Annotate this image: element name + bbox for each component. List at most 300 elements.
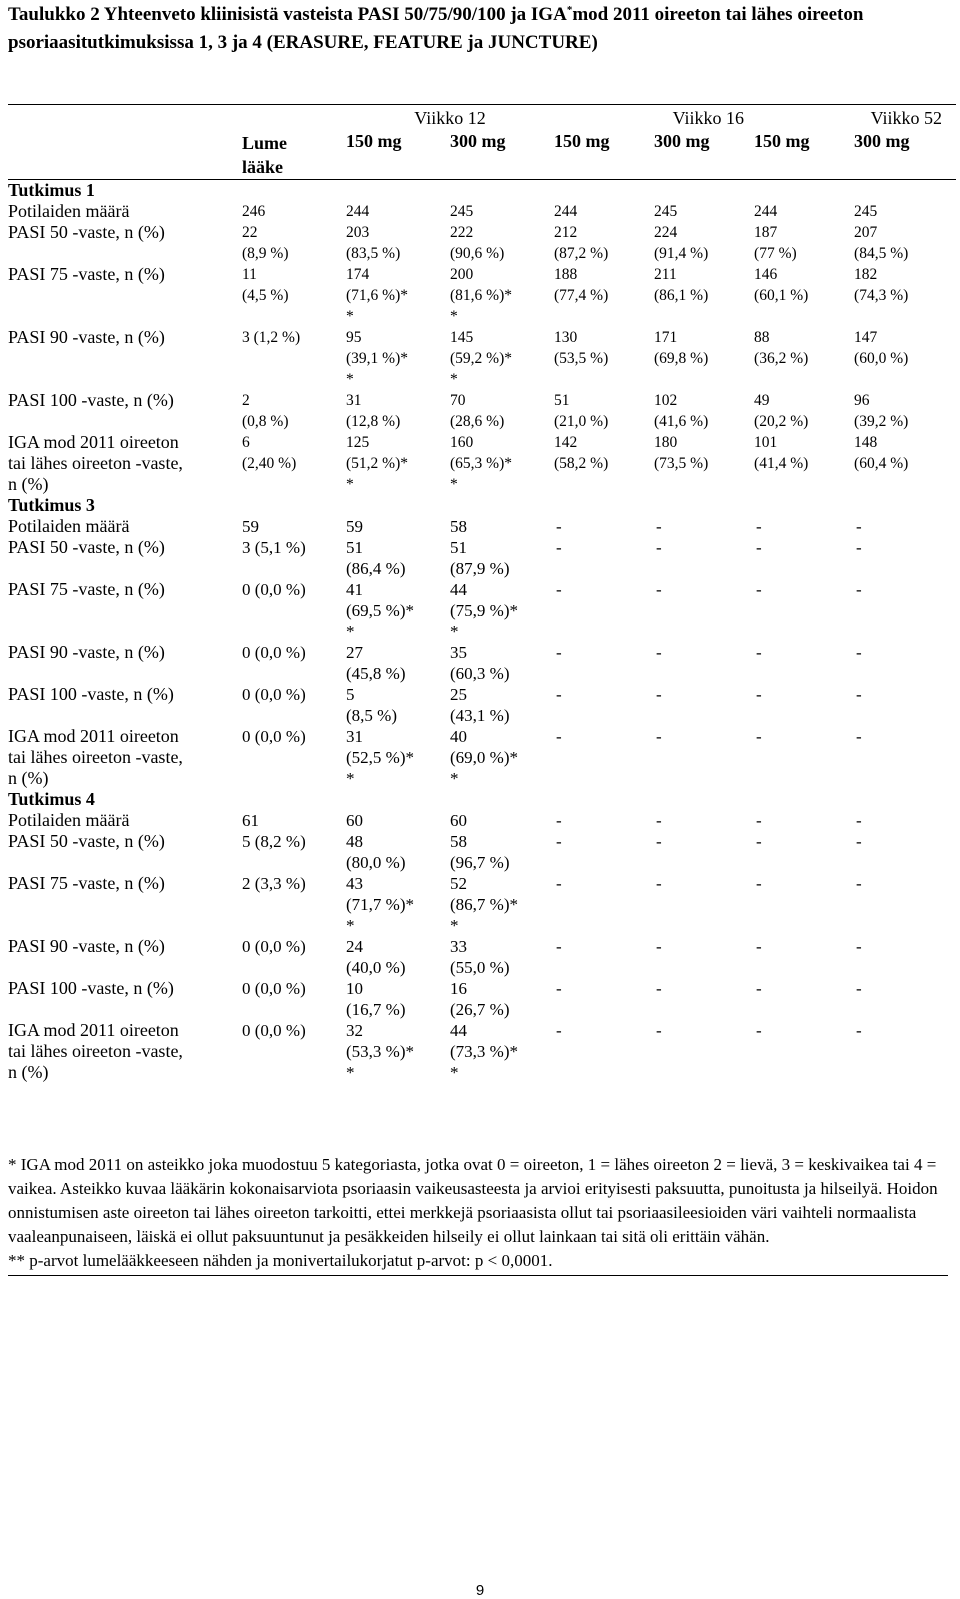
value-cell	[346, 222, 450, 264]
value-line: (69,8 %)	[654, 350, 709, 367]
row-label-line: IGA mod 2011 oireeton	[8, 432, 179, 452]
value-line: -	[656, 832, 662, 851]
value-line: 207	[854, 224, 878, 241]
value-line: -	[856, 538, 862, 557]
value-cell	[450, 978, 554, 1020]
dose-header: 150 mg	[754, 131, 854, 180]
value-line: (39,1 %)*	[346, 350, 408, 367]
value-line: (65,3 %)*	[450, 455, 512, 472]
value-line: (0,8 %)	[242, 413, 289, 430]
value-line: (90,6 %)	[450, 245, 505, 262]
value-line: (12,8 %)	[346, 413, 401, 430]
value-cell	[242, 390, 346, 432]
table-row	[8, 810, 956, 831]
value-line: 33	[450, 937, 467, 956]
value-line: *	[450, 916, 459, 935]
table-body	[8, 180, 956, 1084]
value-cell	[854, 831, 956, 873]
value-line: 60	[450, 811, 467, 830]
value-line: 49	[754, 392, 770, 409]
study-heading: Tutkimus 1	[8, 180, 95, 200]
value-line: (81,6 %)*	[450, 287, 512, 304]
value-cell	[450, 831, 554, 873]
value-line: 174	[346, 266, 370, 283]
row-label	[8, 642, 242, 684]
value-line: (8,5 %)	[346, 706, 397, 725]
table-row	[8, 537, 956, 579]
value-line: *	[346, 308, 354, 325]
value-cell	[450, 684, 554, 726]
value-cell	[654, 1020, 754, 1083]
value-line: (86,7 %)*	[450, 895, 518, 914]
row-label-line: PASI 75 -vaste, n (%)	[8, 264, 165, 284]
value-line: 224	[654, 224, 678, 241]
dose-header: 150 mg	[346, 131, 450, 180]
value-line: 31	[346, 727, 363, 746]
row-label-line: n (%)	[8, 1062, 49, 1082]
value-line: (40,0 %)	[346, 958, 406, 977]
value-line: -	[656, 643, 662, 662]
value-cell	[554, 537, 654, 579]
value-line: -	[556, 517, 562, 536]
value-cell	[346, 810, 450, 831]
value-line: 51	[450, 538, 467, 557]
value-line: *	[450, 476, 458, 493]
row-label	[8, 390, 242, 432]
value-cell	[554, 978, 654, 1020]
week16-header: Viikko 16	[554, 105, 754, 132]
value-line: 0 (0,0 %)	[242, 1021, 306, 1040]
table-row	[8, 726, 956, 789]
value-line: -	[756, 538, 762, 557]
row-label-line: PASI 75 -vaste, n (%)	[8, 873, 165, 893]
value-line: -	[856, 643, 862, 662]
row-label	[8, 1020, 242, 1083]
row-label	[8, 537, 242, 579]
value-line: 2 (3,3 %)	[242, 874, 306, 893]
value-line: -	[656, 937, 662, 956]
row-label-line: Potilaiden määrä	[8, 201, 130, 221]
value-cell	[854, 936, 956, 978]
value-line: -	[756, 727, 762, 746]
value-line: (2,40 %)	[242, 455, 297, 472]
value-cell	[554, 810, 654, 831]
value-line: 148	[854, 434, 878, 451]
value-cell	[450, 810, 554, 831]
value-cell	[242, 222, 346, 264]
table-row	[8, 936, 956, 978]
value-line: (36,2 %)	[754, 350, 809, 367]
header-row-weeks	[8, 105, 956, 132]
value-cell	[346, 432, 450, 495]
row-label	[8, 978, 242, 1020]
value-line: 3 (1,2 %)	[242, 329, 301, 346]
row-label-line: PASI 100 -vaste, n (%)	[8, 684, 174, 704]
table-title: Taulukko 2 Yhteenveto kliinisistä vasteista PASI 50/75/90/100 ja IGA*mod 2011 oireeton tai lähes oireeton psoriaasitutkimuksissa 1, 3 ja 4 (ERASURE, FEATURE ja JUNCTURE)	[8, 4, 864, 53]
row-label-line: IGA mod 2011 oireeton	[8, 1020, 179, 1040]
title-superscript: *	[566, 4, 573, 16]
value-line: -	[756, 811, 762, 830]
row-label	[8, 327, 242, 390]
value-cell	[450, 1020, 554, 1083]
table-row	[8, 201, 956, 222]
results-table	[8, 104, 956, 1083]
dose-header: 300 mg	[450, 131, 554, 180]
value-line: 203	[346, 224, 370, 241]
value-cell	[346, 936, 450, 978]
table-row	[8, 1020, 956, 1083]
footnotes	[8, 1153, 948, 1276]
row-label	[8, 516, 242, 537]
row-label	[8, 831, 242, 873]
value-cell	[450, 327, 554, 390]
week52-header: Viikko 52	[754, 105, 956, 132]
row-label-line: PASI 75 -vaste, n (%)	[8, 579, 165, 599]
table-row	[8, 831, 956, 873]
value-cell	[242, 873, 346, 936]
value-line: (52,5 %)*	[346, 748, 414, 767]
value-line: 10	[346, 979, 363, 998]
value-line: 171	[654, 329, 678, 346]
table-row	[8, 684, 956, 726]
value-line: -	[756, 937, 762, 956]
value-line: *	[450, 622, 459, 641]
value-line: *	[346, 371, 354, 388]
value-line: (43,1 %)	[450, 706, 510, 725]
row-label-line: PASI 90 -vaste, n (%)	[8, 327, 165, 347]
value-line: 96	[854, 392, 870, 409]
row-label-line: tai lähes oireeton -vaste,	[8, 747, 183, 767]
value-line: 22	[242, 224, 258, 241]
value-cell	[554, 726, 654, 789]
row-label	[8, 726, 242, 789]
value-line: 52	[450, 874, 467, 893]
value-cell	[554, 390, 654, 432]
value-cell	[854, 327, 956, 390]
value-cell	[854, 726, 956, 789]
value-line: -	[856, 517, 862, 536]
value-cell	[654, 390, 754, 432]
value-line: 244	[754, 203, 778, 220]
value-line: -	[556, 874, 562, 893]
value-cell	[554, 516, 654, 537]
value-cell	[242, 264, 346, 327]
value-cell	[754, 831, 854, 873]
value-line: -	[556, 643, 562, 662]
value-line: 35	[450, 643, 467, 662]
value-cell	[554, 936, 654, 978]
value-cell	[346, 264, 450, 327]
placebo-header: Lume lääke	[242, 131, 346, 180]
value-line: 40	[450, 727, 467, 746]
value-cell	[654, 516, 754, 537]
value-line: 88	[754, 329, 770, 346]
value-line: 31	[346, 392, 362, 409]
value-line: 6	[242, 434, 250, 451]
value-cell	[754, 873, 854, 936]
value-line: *	[450, 769, 459, 788]
value-cell	[450, 222, 554, 264]
value-cell	[754, 537, 854, 579]
value-line: -	[756, 979, 762, 998]
value-line: *	[346, 916, 355, 935]
week12-header: Viikko 12	[346, 105, 554, 132]
value-cell	[346, 978, 450, 1020]
dose-header: 300 mg	[854, 131, 956, 180]
value-cell	[242, 810, 346, 831]
value-cell	[854, 873, 956, 936]
value-line: 32	[346, 1021, 363, 1040]
value-cell	[654, 327, 754, 390]
value-line: 58	[450, 832, 467, 851]
row-label-line: PASI 100 -vaste, n (%)	[8, 390, 174, 410]
value-line: *	[346, 622, 355, 641]
value-cell	[450, 579, 554, 642]
table-row	[8, 873, 956, 936]
value-cell	[346, 201, 450, 222]
value-line: 244	[554, 203, 578, 220]
value-line: (91,4 %)	[654, 245, 709, 262]
value-line: 58	[450, 517, 467, 536]
table-row	[8, 390, 956, 432]
value-cell	[654, 222, 754, 264]
value-line: (8,9 %)	[242, 245, 289, 262]
value-line: (28,6 %)	[450, 413, 505, 430]
value-cell	[754, 810, 854, 831]
value-line: -	[656, 517, 662, 536]
value-line: (20,2 %)	[754, 413, 809, 430]
value-line: 0 (0,0 %)	[242, 727, 306, 746]
value-cell	[346, 726, 450, 789]
value-cell	[450, 201, 554, 222]
value-line: (77,4 %)	[554, 287, 609, 304]
value-line: (86,4 %)	[346, 559, 406, 578]
value-line: *	[450, 371, 458, 388]
value-line: (58,2 %)	[554, 455, 609, 472]
value-cell	[242, 201, 346, 222]
value-cell	[242, 978, 346, 1020]
value-line: (71,7 %)*	[346, 895, 414, 914]
value-cell	[346, 390, 450, 432]
value-cell	[450, 936, 554, 978]
value-line: (51,2 %)*	[346, 455, 408, 472]
header-row-doses	[8, 131, 956, 180]
value-line: (69,0 %)*	[450, 748, 518, 767]
value-cell	[242, 642, 346, 684]
value-cell	[346, 516, 450, 537]
value-cell	[450, 264, 554, 327]
value-line: 145	[450, 329, 474, 346]
value-cell	[242, 516, 346, 537]
value-cell	[554, 579, 654, 642]
value-line: 59	[242, 517, 259, 536]
value-line: 5	[346, 685, 355, 704]
dose-header: 300 mg	[654, 131, 754, 180]
value-line: (86,1 %)	[654, 287, 709, 304]
value-cell	[450, 390, 554, 432]
value-line: -	[556, 727, 562, 746]
row-label-line: PASI 100 -vaste, n (%)	[8, 978, 174, 998]
row-label-line: PASI 50 -vaste, n (%)	[8, 831, 165, 851]
value-cell	[554, 831, 654, 873]
table-row	[8, 978, 956, 1020]
value-line: 0 (0,0 %)	[242, 580, 306, 599]
value-line: (41,6 %)	[654, 413, 709, 430]
value-cell	[554, 201, 654, 222]
value-line: 200	[450, 266, 474, 283]
value-cell	[654, 873, 754, 936]
value-cell	[854, 390, 956, 432]
value-cell	[242, 1020, 346, 1083]
value-cell	[654, 684, 754, 726]
value-cell	[242, 726, 346, 789]
value-line: (21,0 %)	[554, 413, 609, 430]
value-line: 51	[554, 392, 570, 409]
value-cell	[346, 684, 450, 726]
value-line: 43	[346, 874, 363, 893]
value-cell	[854, 516, 956, 537]
value-cell	[854, 222, 956, 264]
value-line: 212	[554, 224, 578, 241]
value-cell	[654, 936, 754, 978]
value-line: (60,3 %)	[450, 664, 510, 683]
row-label	[8, 264, 242, 327]
value-cell	[754, 684, 854, 726]
study-heading-row	[8, 495, 956, 516]
value-line: (75,9 %)*	[450, 601, 518, 620]
value-cell	[654, 978, 754, 1020]
value-cell	[450, 432, 554, 495]
value-cell	[754, 1020, 854, 1083]
value-cell	[754, 390, 854, 432]
value-cell	[346, 642, 450, 684]
value-line: (16,7 %)	[346, 1000, 406, 1019]
value-line: -	[556, 811, 562, 830]
value-line: 2	[242, 392, 250, 409]
value-cell	[242, 432, 346, 495]
value-line: 245	[450, 203, 474, 220]
value-cell	[346, 831, 450, 873]
value-line: 245	[654, 203, 678, 220]
value-line: 60	[346, 811, 363, 830]
value-cell	[654, 264, 754, 327]
value-line: 59	[346, 517, 363, 536]
value-line: (39,2 %)	[854, 413, 909, 430]
value-line: 246	[242, 203, 266, 220]
value-cell	[346, 537, 450, 579]
value-cell	[854, 201, 956, 222]
value-cell	[242, 684, 346, 726]
row-label-line: n (%)	[8, 474, 49, 494]
value-line: 187	[754, 224, 778, 241]
value-cell	[654, 642, 754, 684]
dose-header: 150 mg	[554, 131, 654, 180]
value-cell	[450, 726, 554, 789]
value-cell	[346, 579, 450, 642]
footnote: * IGA mod 2011 on asteikko joka muodostuu 5 kategoriasta, jotka ovat 0 = oireeton, 1 = lähes oireeton 2 = lievä, 3 = keskivaikea tai 4 = vaikea. Asteikko kuvaa lääkärin kokonaisarviota psoriaasin vaikeusasteesta ja arvioi erityisesti paksuutta, punoitusta ja hilseilyä. Hoidon onnistumisen aste oireeton tai lähes oireeton tarkoitti, ettei merkkejä psoriaasista ollut tai psoriaasileesioiden väri vaihteli normaalista vaaleanpunaiseen, läiskä ei ollut paksuuntunut ja pesäkkeiden hilseily ei ollut lainkaan tai sitä oli erittäin vähän.	[8, 1155, 938, 1246]
value-line: (87,9 %)	[450, 559, 510, 578]
row-label-line: n (%)	[8, 768, 49, 788]
value-cell	[754, 222, 854, 264]
value-cell	[346, 873, 450, 936]
value-line: 0 (0,0 %)	[242, 979, 306, 998]
study-heading: Tutkimus 4	[8, 789, 95, 809]
row-label-line: PASI 90 -vaste, n (%)	[8, 936, 165, 956]
value-cell	[754, 579, 854, 642]
value-line: 3 (5,1 %)	[242, 538, 306, 557]
value-line: (73,3 %)*	[450, 1042, 518, 1061]
value-cell	[450, 516, 554, 537]
value-line: (41,4 %)	[754, 455, 809, 472]
value-cell	[450, 873, 554, 936]
value-cell	[450, 642, 554, 684]
value-line: -	[656, 1021, 662, 1040]
value-cell	[754, 264, 854, 327]
row-label-line: IGA mod 2011 oireeton	[8, 726, 179, 746]
value-line: -	[856, 727, 862, 746]
value-line: 61	[242, 811, 259, 830]
row-label	[8, 432, 242, 495]
value-line: -	[856, 937, 862, 956]
value-line: (83,5 %)	[346, 245, 401, 262]
value-line: (73,5 %)	[654, 455, 709, 472]
value-line: (69,5 %)*	[346, 601, 414, 620]
value-line: 244	[346, 203, 370, 220]
value-cell	[242, 936, 346, 978]
table-row	[8, 579, 956, 642]
value-cell	[654, 726, 754, 789]
value-cell	[554, 432, 654, 495]
value-line: *	[346, 769, 355, 788]
value-cell	[450, 537, 554, 579]
table-row	[8, 222, 956, 264]
value-line: (26,7 %)	[450, 1000, 510, 1019]
value-cell	[242, 579, 346, 642]
value-line: -	[856, 1021, 862, 1040]
value-cell	[854, 432, 956, 495]
value-line: (4,5 %)	[242, 287, 289, 304]
value-line: 24	[346, 937, 363, 956]
value-line: 11	[242, 266, 257, 283]
value-line: -	[756, 643, 762, 662]
value-line: 125	[346, 434, 370, 451]
table-row	[8, 432, 956, 495]
value-cell	[854, 810, 956, 831]
value-cell	[654, 810, 754, 831]
value-line: (59,2 %)*	[450, 350, 512, 367]
value-line: *	[450, 1063, 459, 1082]
value-cell	[754, 936, 854, 978]
value-cell	[754, 978, 854, 1020]
value-cell	[654, 201, 754, 222]
value-line: 5 (8,2 %)	[242, 832, 306, 851]
study-heading-row	[8, 789, 956, 810]
value-cell	[554, 1020, 654, 1083]
value-cell	[554, 222, 654, 264]
value-cell	[854, 684, 956, 726]
row-label	[8, 684, 242, 726]
row-label-line: tai lähes oireeton -vaste,	[8, 1041, 183, 1061]
value-line: 101	[754, 434, 778, 451]
study-heading: Tutkimus 3	[8, 495, 95, 515]
page-number: 9	[475, 1582, 485, 1599]
value-cell	[554, 642, 654, 684]
value-line: -	[656, 727, 662, 746]
value-cell	[854, 978, 956, 1020]
value-line: (53,5 %)	[554, 350, 609, 367]
value-cell	[554, 327, 654, 390]
value-cell	[554, 873, 654, 936]
